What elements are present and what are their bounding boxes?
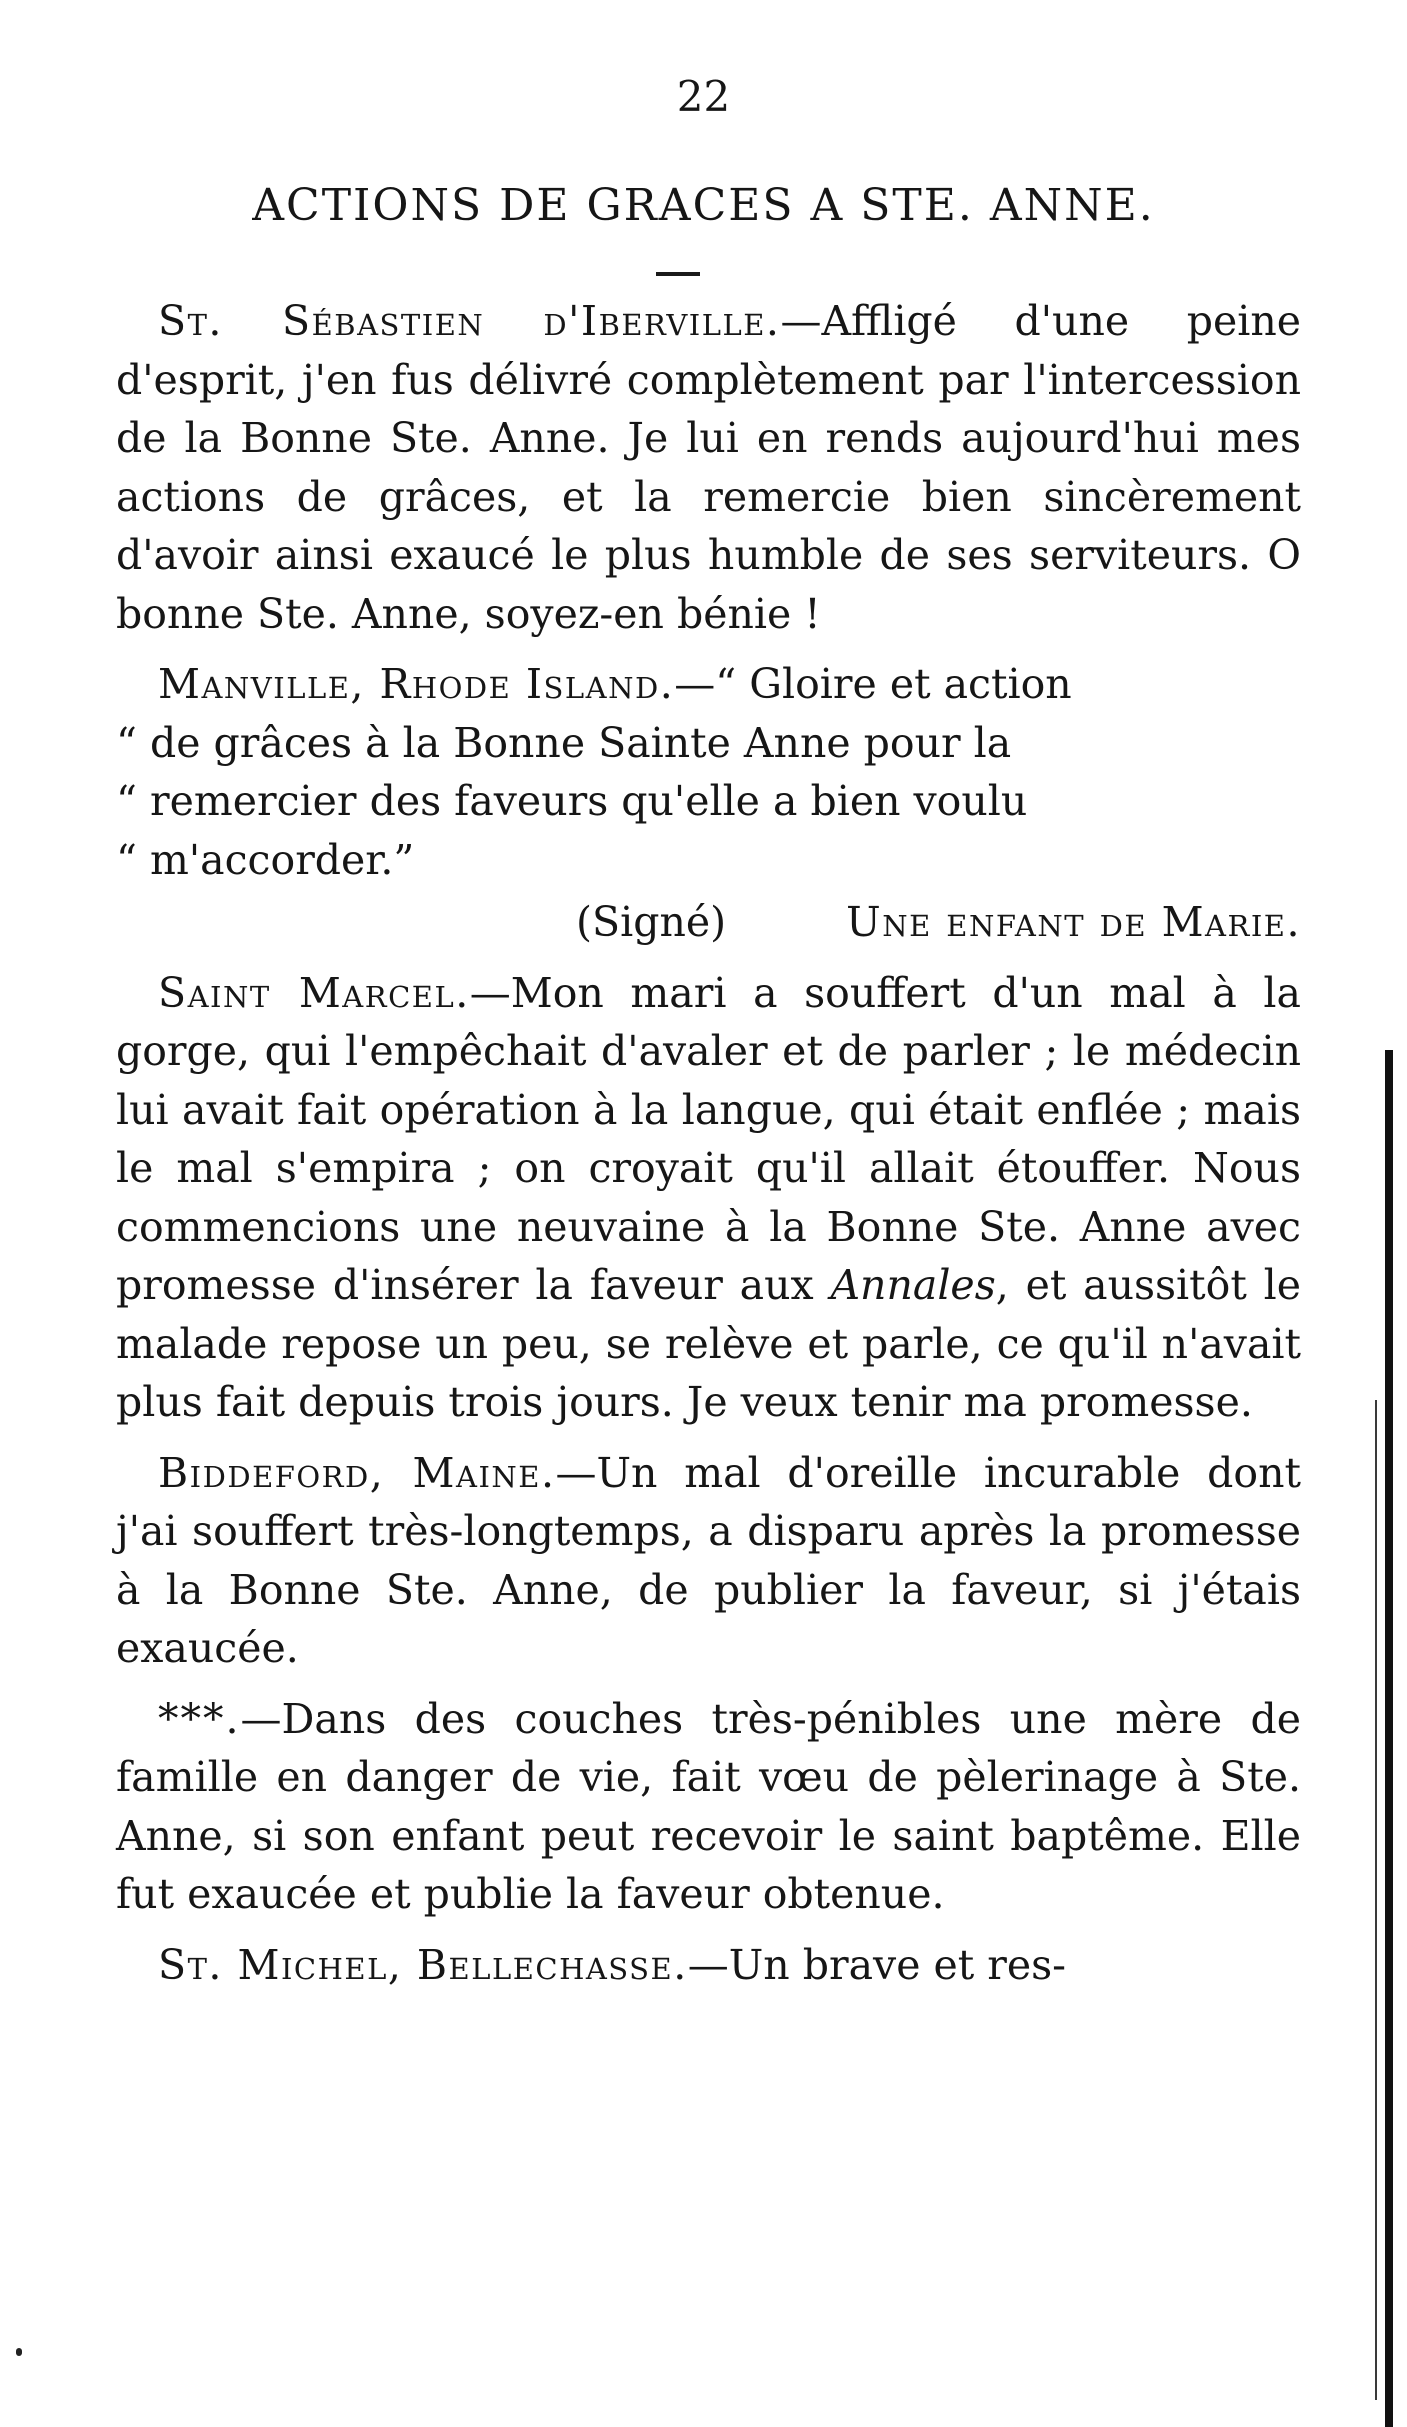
page-number: 22 [676,72,731,121]
entry-saint-marcel [116,964,1301,1432]
entry-text: —Un brave et res- [687,1940,1067,1989]
entry-text: —Mon mari a souffert d'un mal à la gorge, qui l'empêchait d'avaler et de parler ; le médecin lui avait fait opération à la langue, qui était enflée ; mais le mal s'empira ; on croyait qu'il allait étouffer. Nous commencions une neuvaine à la Bonne Ste. Anne avec promesse d'insérer la faveur aux [116,968,1301,1309]
entry-place: St. Sébastien d'Iberville. [158,297,781,345]
entry-biddeford [116,1444,1301,1678]
entry-place: Biddeford, Maine. [158,1448,556,1497]
entry-anonymous [116,1690,1301,1924]
signature [116,893,1301,952]
page-body [116,292,1301,2006]
quote-line: “ remercier des faveurs qu'elle a bien voulu [116,777,1028,825]
entry-text: , et aussitôt le malade repose un peu, se relève et parle, ce qu'il n'avait plus fait depuis trois jours. Je veux tenir ma promesse. [116,1261,1301,1426]
entry-st-sebastien [116,292,1301,643]
scan-edge-line [1375,1400,1377,2400]
signed-name: Une enfant de Marie. [846,898,1301,946]
entry-text: —Affligé d'une peine d'esprit, j'en fus délivré complètement par l'intercession de la Bonne Ste. Anne. Je lui en rends aujourd'hui mes actions de grâces, et la remercie bien sincèrement d'avoir ainsi exaucé le plus humble de ses serviteurs. O bonne Ste. Anne, soyez-en bénie ! [116,297,1301,638]
signed-label: (Signé) [576,898,727,946]
page-heading: ACTIONS DE GRACES A STE. ANNE. [252,180,1155,231]
quote-line: —“ Gloire et action [674,660,1072,708]
scan-edge-shadow [1385,1050,1393,2427]
entry-st-michel [116,1936,1301,1995]
entry-place: Manville, Rhode Island. [158,660,675,708]
entry-place: St. Michel, Bellechasse. [158,1940,688,1989]
anonymous-stars: ***. [158,1694,241,1743]
entry-place: Saint Marcel. [158,968,470,1017]
entry-text: —Un mal d'oreille incurable dont j'ai souffert très-longtemps, a disparu après la promesse à la Bonne Ste. Anne, de publier la faveur, si j'étais exaucée. [116,1448,1301,1672]
heading-rule [656,272,700,276]
scan-speck [16,2348,22,2356]
entry-text: —Dans des couches très-pénibles une mère de famille en danger de vie, fait vœu de pèlerinage à Ste. Anne, si son enfant peut recevoir le saint baptême. Elle fut exaucée et publie la faveur obtenue. [116,1694,1301,1918]
quote-line: “ m'accorder.” [116,835,415,884]
quote-line: “ de grâces à la Bonne Sainte Anne pour la [116,718,1012,767]
annales-italic: Annales [830,1261,996,1309]
entry-manville [116,655,1301,952]
